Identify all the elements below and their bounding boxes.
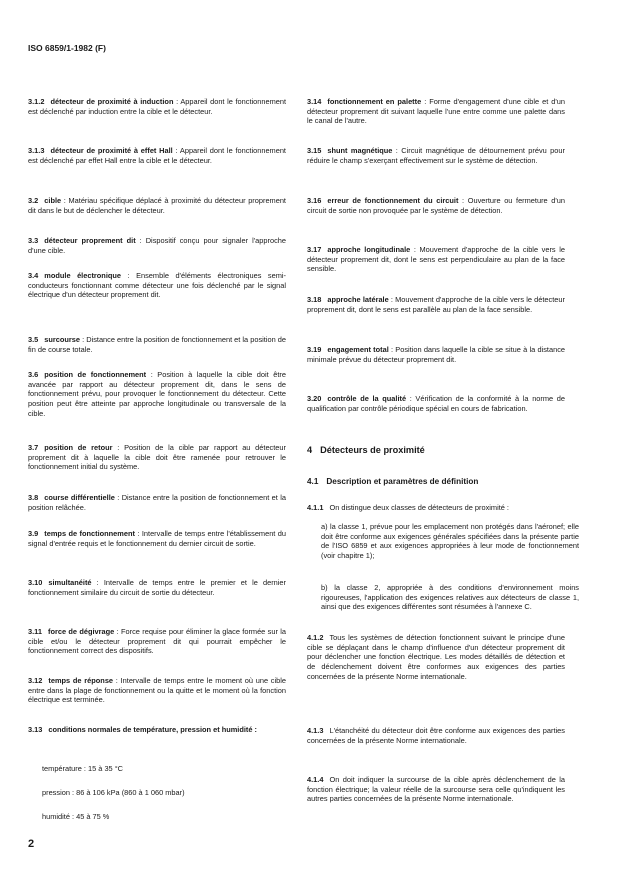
- definition: 3.1.2 détecteur de proximité à induction : Appareil dont le fonctionnement est déclenché par induction entre la cible et le détecteur.: [28, 97, 287, 116]
- section-heading: 4 Détecteurs de proximité: [307, 445, 425, 455]
- condition-item: température : 15 à 35 °C: [42, 764, 124, 773]
- definition: 3.6 position de fonctionnement : Position à laquelle la cible doit être avancée par rapport au détecteur proprement dit, dans le sens de fonctionnement prévu, pour provoquer le fonctionnement du détecteur. Cette position peut être atteinte par approche longitudinale ou transversale de la cible.: [28, 370, 286, 418]
- paragraph: 4.1.4 On doit indiquer la surcourse de la cible après déclenchement de la fonction électrique; la valeur réelle de la surcourse sera celle qu'indiquent les autres parties concernées de la présente Norme internationale.: [307, 775, 565, 804]
- page-number: 2: [28, 838, 35, 850]
- paragraph: 4.1.2 Tous les systèmes de détection fonctionnent suivant le principe d'une cible se déplaçant dans le champ d'influence d'un détecteur proprement dit pour déclencher une fonction électrique. Les modes détaillés de détection et de déclenchement doivent être conformes aux exigences des parties concernées de la présente Norme internationale.: [307, 633, 565, 681]
- definition: 3.12 temps de réponse : Intervalle de temps entre le moment où une cible entre dans la plage de fonctionnement ou la quitte et le moment où la fonction électrique est terminée.: [28, 676, 287, 705]
- subsection-heading: 4.1 Description et paramètres de définition: [307, 477, 479, 486]
- definition: 3.7 position de retour : Position de la cible par rapport au détecteur proprement dit à laquelle la cible doit être ramenée pour retrouver le fonctionnement initial du système.: [28, 443, 286, 472]
- document-header: ISO 6859/1-1982 (F): [28, 43, 106, 53]
- definition: 3.9 temps de fonctionnement : Intervalle de temps entre l'établissement du signal d'entrée requis et le fonctionnement du dernier circuit de sortie.: [28, 529, 286, 548]
- paragraph: 4.1.3 L'étanchéité du détecteur doit être conforme aux exigences des parties concernées de la présente Norme internationale.: [307, 726, 565, 745]
- definition: 3.19 engagement total : Position dans laquelle la cible se situe à la distance minimale prévue du détecteur proprement dit.: [307, 345, 565, 364]
- definition: 3.8 course différentielle : Distance entre la position de fonctionnement et la position relâchée.: [28, 493, 286, 512]
- definition: 3.15 shunt magnétique : Circuit magnétique de détournement prévu pour réduire le champ s'exerçant effectivement sur le système de détection.: [307, 146, 565, 165]
- definition: 3.13 conditions normales de température, pression et humidité :: [28, 725, 258, 734]
- definition: 3.5 surcourse : Distance entre la position de fonctionnement et la position de fin de course totale.: [28, 335, 286, 354]
- definition: 3.10 simultanéité : Intervalle de temps entre le premier et le dernier fonctionnement similaire du circuit de sortie du détecteur.: [28, 578, 286, 597]
- definition: 3.16 erreur de fonctionnement du circuit : Ouverture ou fermeture d'un circuit de sortie non provoquée par le système de détection.: [307, 196, 565, 215]
- definition: 3.4 module électronique : Ensemble d'éléments électroniques semi-conducteurs fonctionnant comme détecteur une fois déclenché par le signal électrique d'un détecteur proprement dit.: [28, 271, 286, 300]
- list-item: b) la classe 2, appropriée à des conditions d'environnement moins rigoureuses, l'application des exigences relatives aux détecteurs de classe 1, ainsi que des exigences différentes sont résumées à l'annexe C.: [321, 583, 579, 612]
- condition-item: pression : 86 à 106 kPa (860 à 1 060 mbar): [42, 788, 185, 797]
- definition: 3.14 fonctionnement en palette : Forme d'engagement d'une cible et d'un détecteur proprement dit suivant laquelle l'une entre comme une palette dans le canal de l'autre.: [307, 97, 565, 126]
- definition: 3.11 force de dégivrage : Force requise pour éliminer la glace formée sur la cible et/ou le détecteur proprement dit qui pourrait empêcher le fonctionnement correct des dispositifs.: [28, 627, 286, 656]
- definition: 3.20 contrôle de la qualité : Vérification de la conformité à la norme de qualification par contrôle périodique spécial en cours de fabrication.: [307, 394, 566, 413]
- definition: 3.1.3 détecteur de proximité à effet Hall : Appareil dont le fonctionnement est déclenché par effet Hall entre la cible et le détecteur.: [28, 146, 286, 165]
- list-item: a) la classe 1, prévue pour les emplacement non protégés dans l'aéronef; elle doit être conforme aux exigences générales spécifiées dans la présente partie de l'ISO 6859 et aux exigences appropriées à leur mode de fonctionnement (voir chapitre 1);: [321, 522, 579, 561]
- condition-item: humidité : 45 à 75 %: [42, 812, 110, 821]
- definition: 3.2 cible : Matériau spécifique déplacé à proximité du détecteur proprement dit dans le but de déclencher le détecteur.: [28, 196, 286, 215]
- paragraph: 4.1.1 On distingue deux classes de détecteurs de proximité :: [307, 503, 509, 512]
- definition: 3.18 approche latérale : Mouvement d'approche de la cible vers le détecteur proprement dit, dont le sens est parallèle au plan de la face sensible.: [307, 295, 565, 314]
- definition: 3.3 détecteur proprement dit : Dispositif conçu pour signaler l'approche d'une cible.: [28, 236, 286, 255]
- definition: 3.17 approche longitudinale : Mouvement d'approche de la cible vers le détecteur proprement dit, dont le sens est perpendiculaire au plan de la face sensible.: [307, 245, 565, 274]
